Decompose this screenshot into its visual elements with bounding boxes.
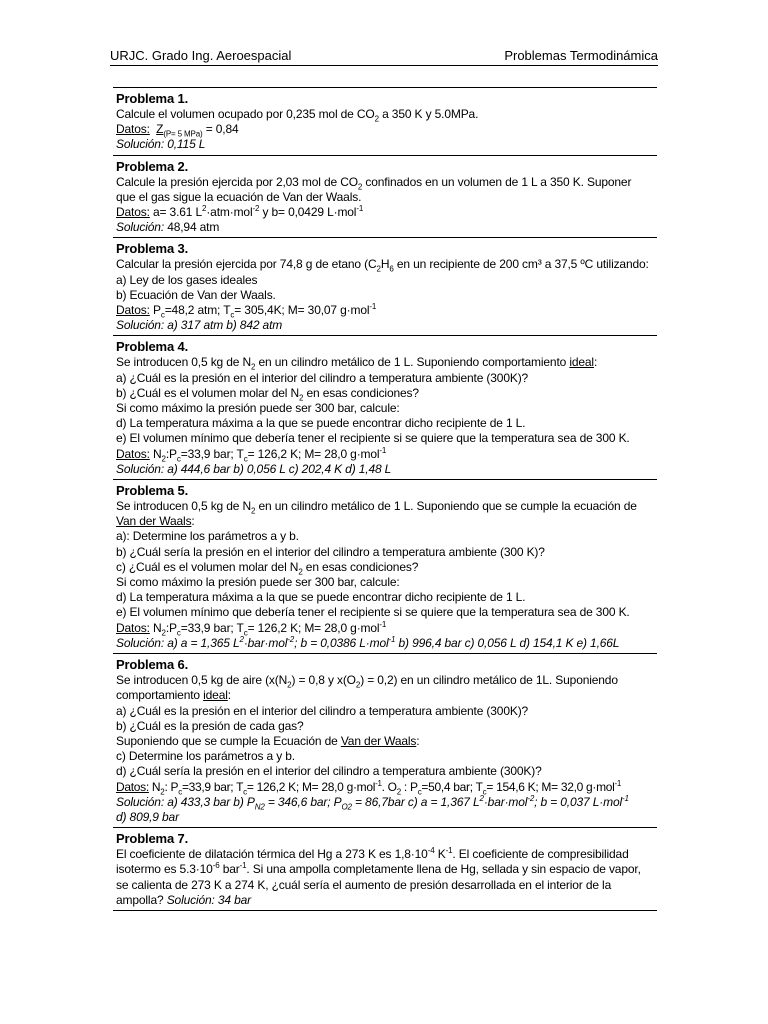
problem-data: Datos: $N_2:P_c=33,9$ bar; $T_c= 126,2$ K; M= 28,0 g·mol$^{-1}$ — [116, 619, 387, 638]
problem-3 — [113, 238, 657, 336]
problem-solution: Solución: 34 bar — [166, 892, 252, 907]
problem-list — [113, 87, 657, 911]
problem-question: b) ¿Cuál es la presión de cada gas? — [116, 718, 304, 733]
problem-question: e) El volumen mínimo que debería tener el recipiente si se quiere que la temperatura sea de 300 K. — [116, 431, 630, 446]
problem-question: a): Determine los parámetros a y b. — [116, 529, 299, 544]
problem-question: a) ¿Cuál es la presión en el interior del cilindro a temperatura ambiente (300K)? — [116, 370, 529, 385]
problem-data: Datos: $P_c=48,2$ atm; $T_c= 305,4K$; M= 30,07 g·mol$^{-1}$ — [116, 302, 377, 320]
problem-2 — [113, 156, 657, 239]
problem-title: Problema 7. — [116, 831, 189, 847]
problem-item: a) Ley de los gases ideales — [116, 272, 258, 287]
problem-solution: Solución: a) 433,3 bar b) $P_{N2} = 346,6$ bar; $P_{O2} = 86,7bar$ c) a = 1,367 $L^2\cdot bar\cdot mol^{-2}$; b = 0,037 L·mol$^{-1}$ — [116, 793, 629, 812]
problem-statement: El coeficiente de dilatación térmica del Hg a 273 K es $1,8\cdot 10^{-4}$ $K^{-1}$. El coeficiente de compresibilidad isotermo es $5.3\cdot 10^{-6}$ bar$^{-1}$. Si una ampolla completamente llena de Hg, sellada y sin espacio de vapor, se calienta de 273 K a 274 K, ¿cuál sería el aumento de presión desarrollada en el interior de la ampolla? Solución: 34 bar — [116, 846, 641, 907]
problem-question: a) ¿Cuál es la presión en el interior del cilindro a temperatura ambiente (300K)? — [116, 703, 529, 718]
problem-1 — [113, 88, 657, 156]
problem-title: Problema 2. — [116, 158, 189, 174]
problem-statement: Calcular la presión ejercida por 74,8 g de etano ($C_2H_6$ en un recipiente de 200 cm³ a 37,5 ºC utilizando: — [116, 257, 649, 274]
problem-solution: Solución: 0,115 L — [116, 137, 206, 152]
problem-question: Suponiendo que se cumple la Ecuación de Van der Waals: — [116, 733, 420, 748]
problem-data: Datos: $Z_{(P= 5 MPa)} = 0,84$ — [116, 122, 239, 139]
problem-title: Problema 3. — [116, 241, 189, 257]
problem-statement: Se introducen 0,5 kg de $N_2$ en un cilindro metálico de 1 L. Suponiendo comportamiento ideal: — [116, 355, 598, 372]
problem-6 — [113, 654, 657, 828]
problem-solution: Solución: 48,94 atm — [116, 220, 220, 235]
problem-question: d) ¿Cuál sería la presión en el interior del cilindro a temperatura ambiente (300K)? — [116, 764, 542, 779]
header-right: Problemas Termodinámica — [504, 48, 658, 63]
problem-statement: Calcule la presión ejercida por 2,03 mol de $CO_2$ confinados en un volumen de 1 L a 350 K. Suponer que el gas sigue la ecuación de Van der Waals. — [116, 174, 632, 204]
problem-solution: Solución: a) 444,6 bar b) 0,056 L c) 202,4 K d) 1,48 L — [116, 461, 392, 476]
problem-7 — [113, 828, 657, 911]
problem-item: b) Ecuación de Van der Waals. — [116, 287, 276, 302]
problem-solution-cont: d) 809,9 bar — [116, 809, 179, 824]
problem-title: Problema 6. — [116, 657, 189, 673]
problem-title: Problema 1. — [116, 91, 189, 106]
problem-4 — [113, 336, 657, 480]
problem-question: Si como máximo la presión puede ser 300 bar, calcule: — [116, 575, 400, 590]
problem-data: Datos: $N_2:P_c=33,9$ bar; $T_c= 126,2$ K; M= 28,0 g·mol$^{-1}$ — [116, 445, 387, 464]
problem-data: Datos: a= 3.61 $L^2\cdot atm\cdot mol^{-2}$ y b= 0,0429 L·mol$^{-1}$ — [116, 204, 364, 220]
problem-question: Si como máximo la presión puede ser 300 bar, calcule: — [116, 401, 400, 416]
problem-data: Datos: $N_2$: $P_c=33,9$ bar; $T_c= 126,2$ K; M= 28,0 g·mol$^{-1}$. $O_2$ : $P_c=50,4$ bar; $T_c= 154,6$ K; M= 32,0 g·mol$^{-1}$ — [116, 778, 622, 796]
problem-question: d) La temperatura máxima a la que se puede encontrar dicho recipiente de 1 L. — [116, 590, 526, 605]
problem-question: b) ¿Cuál sería la presión en el interior del cilindro a temperatura ambiente (300 K)? — [116, 544, 545, 559]
header-left: URJC. Grado Ing. Aeroespacial — [110, 48, 292, 63]
problem-solution: Solución: a) 317 atm b) 842 atm — [116, 318, 283, 333]
problem-title: Problema 4. — [116, 339, 189, 355]
problem-question: b) ¿Cuál es el volumen molar del $N_2$ en esas condiciones? — [116, 385, 419, 403]
problem-question: d) La temperatura máxima a la que se puede encontrar dicho recipiente de 1 L. — [116, 416, 526, 431]
problem-question: c) Determine los parámetros a y b. — [116, 749, 295, 764]
page-header — [110, 48, 658, 66]
problem-title: Problema 5. — [116, 483, 189, 499]
problem-question: c) ¿Cuál es el volumen molar del $N_2$ en esas condiciones? — [116, 559, 419, 577]
problem-solution: Solución: a) a = 1,365 $L^2\cdot bar\cdot mol^{-2}$; b = 0,0386 L·mol$^{-1}$ b) 996,4 bar c) 0,056 L d) 154,1 K e) 1,66L — [116, 634, 620, 650]
problem-statement: Se introducen 0,5 kg de aire ($x(N_2) = 0,8$ y $x(O_2) = 0,2$) en un cilindro metálico de 1L. Suponiendo comportamiento ideal: — [116, 673, 618, 703]
problem-statement: Calcule el volumen ocupado por 0,235 mol de $CO_2$ a 350 K y 5.0MPa. — [116, 107, 479, 124]
problem-question: e) El volumen mínimo que debería tener el recipiente si se quiere que la temperatura sea de 300 K. — [116, 605, 630, 620]
problem-5 — [113, 480, 657, 654]
problem-statement: Se introducen 0,5 kg de $N_2$ en un cilindro metálico de 1 L. Suponiendo que se cumple la ecuación de Van der Waals: — [116, 499, 637, 529]
